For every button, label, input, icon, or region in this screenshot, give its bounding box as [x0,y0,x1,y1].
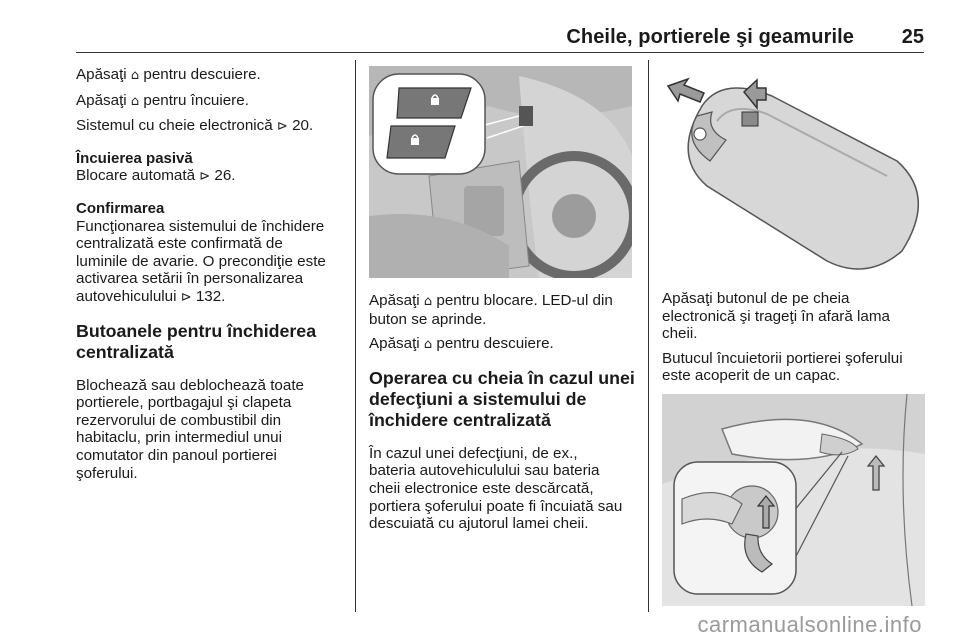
unlock-icon: ⌂ [130,68,140,83]
door-panel-illustration [369,66,632,278]
column-1 [76,66,348,482]
keyless-reference: Sistemul cu cheie electronică ⊳ 20. [76,117,314,135]
key-blade-line: Apăsaţi butonul de pe cheia [662,290,850,307]
key-blade-line: cheii. [662,325,698,343]
central-lock-line: şoferului. [76,464,138,482]
central-lock-line: portierele, portbagajul şi clapeta [76,394,292,412]
unlock-icon: ⌂ [423,337,433,353]
lock-led-instruction: buton se aprinde. [369,310,487,328]
unlock-instruction: Apăsaţi ⌂ pentru descuiere. [369,335,554,353]
lock-icon: ⌂ [130,93,140,109]
lock-cylinder-line: Butucul încuietorii portierei şoferului [662,349,903,367]
column-2 [369,292,641,533]
central-lock-buttons-heading: centralizată [76,341,174,362]
key-operation-heading: Operarea cu cheia în cazul unei [369,367,635,388]
lock-cylinder-line: este acoperit de un capac. [662,367,841,385]
key-operation-line: bateria autovehiculului sau bateria [369,462,600,480]
column-divider-2 [648,60,649,612]
electronic-key-illustration [662,66,925,278]
central-lock-line: comutator din panoul portierei [76,446,277,464]
page-number: 25 [901,26,924,48]
confirmation-line: Funcţionarea sistemului de închidere [76,217,325,235]
key-blade-line: electronică şi trageţi în afară lama [662,307,890,325]
key-operation-heading: închidere centralizată [369,409,551,430]
confirmation-line: luminile de avarie. O precondiţie este [76,252,326,270]
lock-instruction: Apăsaţi ⌂ pentru încuiere. [76,91,249,109]
key-operation-heading: defecţiuni a sistemului de [369,388,587,409]
central-lock-line: rezervorului de combustibil din [76,411,282,429]
reference-arrow-icon: ⊳ [199,169,211,185]
key-operation-line: descuiată cu ajutorul lamei cheii. [369,515,589,533]
reference-arrow-icon: ⊳ [276,119,288,135]
door-handle-illustration [662,394,925,606]
watermark: carmanualsonline.info [697,612,922,637]
confirmation-heading: Confirmarea [76,199,165,217]
central-lock-line: habitaclu, prin intermediul unui [76,429,282,447]
column-3 [662,290,932,385]
lock-icon: ⌂ [423,294,433,309]
unlock-instruction: Apăsaţi ⌂ pentru descuiere. [76,66,261,83]
passive-locking-heading: Încuierea pasivă [76,149,193,167]
confirmation-line: autovehiculului ⊳ 132. [76,287,226,305]
reference-arrow-icon: ⊳ [180,289,192,305]
column-divider-1 [355,60,356,612]
header-rule [76,52,924,53]
central-lock-line: Blochează sau deblochează toate [76,376,304,394]
key-operation-line: portiera şoferului poate fi încuiată sau [369,497,623,515]
central-lock-buttons-heading: Butoanele pentru închiderea [76,320,317,341]
passive-locking-text: Blocare automată ⊳ 26. [76,167,236,185]
key-operation-line: cheii electronice este descărcată, [369,479,594,497]
lock-led-instruction: Apăsaţi ⌂ pentru blocare. LED-ul din [369,292,613,309]
confirmation-line: centralizată este confirmată de [76,235,283,253]
key-operation-line: În cazul unei defecţiuni, de ex., [369,444,578,462]
confirmation-line: activarea setării în personalizarea [76,270,304,288]
page-title: Cheile, portierele şi geamurile [566,26,854,48]
